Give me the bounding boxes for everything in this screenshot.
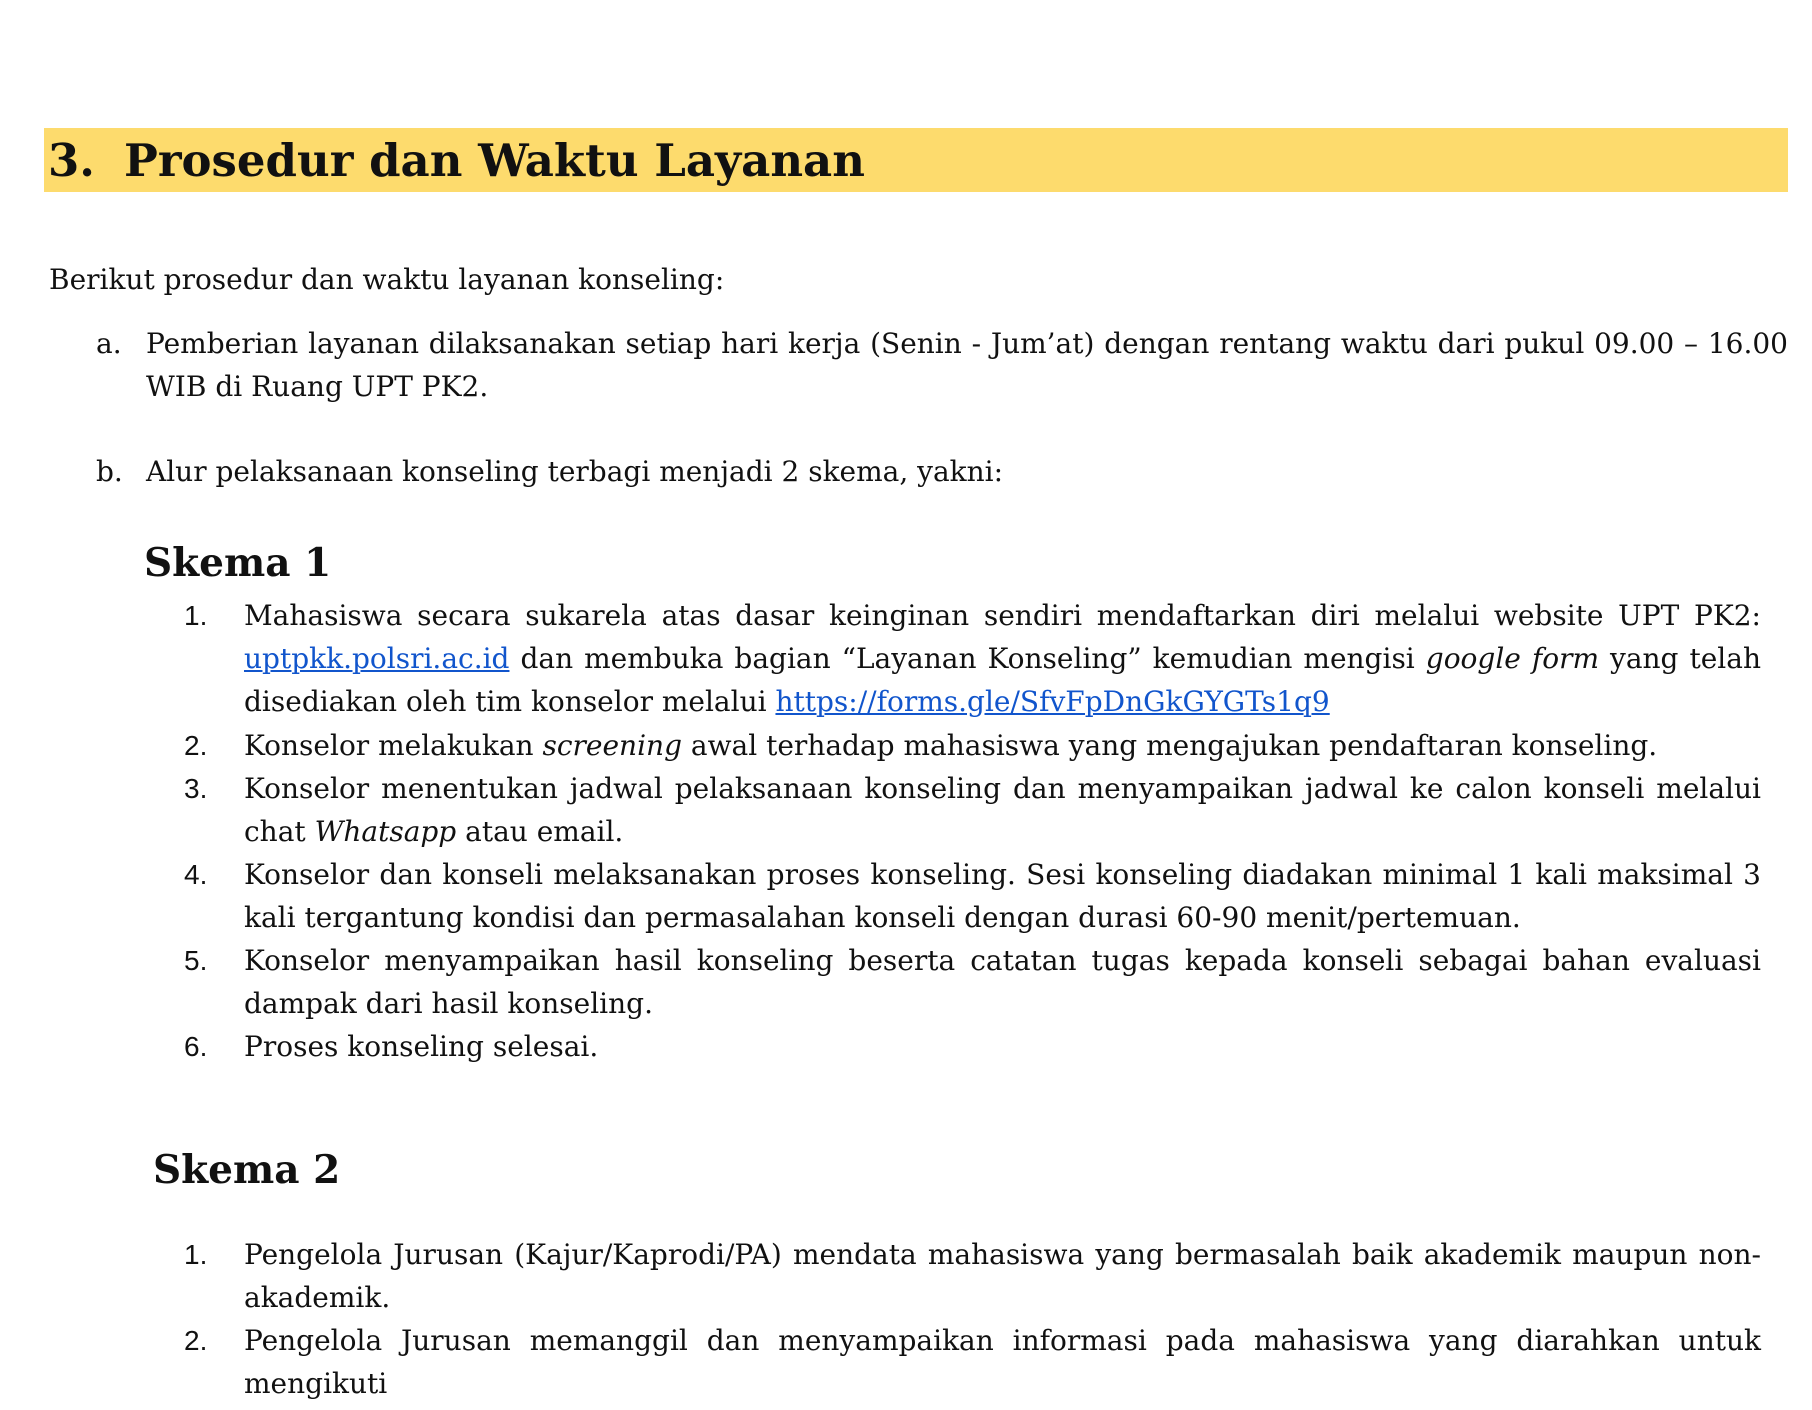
step-text [244, 724, 1761, 767]
step-text [244, 767, 1761, 853]
skema-1-step [184, 1025, 1761, 1068]
step-text-part: Konselor menentukan jadwal pelaksanaan konseling dan menyampaikan jadwal ke calon konseli melalui chat [244, 772, 1761, 848]
step-marker: 6. [184, 1031, 208, 1062]
skema-2-title: Skema 2 [153, 1147, 341, 1193]
step-text-part: awal terhadap mahasiswa yang mengajukan pendaftaran konseling. [682, 729, 1658, 762]
step-text-part: Konselor melakukan [244, 729, 543, 762]
step-text-emphasis: Whatsapp [314, 815, 457, 848]
step-text: Konselor menyampaikan hasil konseling beserta catatan tugas kepada konseli sebagai bahan evaluasi dampak dari hasil konseling. [244, 944, 1761, 1020]
step-text-part: Mahasiswa secara sukarela atas dasar keinginan sendiri mendaftarkan diri melalui website UPT PK2: [244, 599, 1761, 632]
step-text: Pengelola Jurusan memanggil dan menyampaikan informasi pada mahasiswa yang diarahkan untuk mengikuti [244, 1324, 1761, 1400]
section-number: 3. [48, 133, 95, 187]
skema-1-step [184, 767, 1761, 853]
list-text-a: Pemberian layanan dilaksanakan setiap hari kerja (Senin - Jum’at) dengan rentang waktu dari pukul 09.00 – 16.00 WIB di Ruang UPT PK2. [146, 327, 1788, 403]
list-marker-a: a. [96, 327, 122, 360]
skema-1-step [184, 939, 1761, 1025]
step-text-emphasis: screening [542, 729, 682, 762]
skema-1-step [184, 853, 1761, 939]
list-text-b: Alur pelaksanaan konseling terbagi menjadi 2 skema, yakni: [146, 455, 1004, 488]
skema-2-step [184, 1319, 1761, 1405]
step-marker: 4. [184, 859, 208, 890]
step-text-part: yang telah disediakan oleh tim konselor melalui [244, 642, 1761, 718]
section-title: Prosedur dan Waktu Layanan [124, 133, 865, 187]
list-item-a [96, 322, 1788, 408]
intro-paragraph: Berikut prosedur dan waktu layanan konseling: [49, 263, 725, 296]
step-marker: 2. [184, 730, 208, 761]
step-text: Pengelola Jurusan (Kajur/Kaprodi/PA) mendata mahasiswa yang bermasalah baik akademik maupun non-akademik. [244, 1238, 1761, 1314]
step-text-part: dan membuka bagian “Layanan Konseling” kemudian mengisi [509, 642, 1426, 675]
step-text-part: atau email. [456, 815, 624, 848]
skema-2-step [184, 1233, 1761, 1319]
google-form-link[interactable]: https://forms.gle/SfvFpDnGkGYGTs1q9 [775, 685, 1330, 718]
step-text: Proses konseling selesai. [244, 1030, 599, 1063]
list-marker-b: b. [96, 455, 123, 488]
skema-1-step [184, 724, 1761, 767]
skema-1-title: Skema 1 [144, 540, 332, 586]
step-marker: 5. [184, 945, 208, 976]
step-text: Konselor dan konseli melaksanakan proses konseling. Sesi konseling diadakan minimal 1 kali maksimal 3 kali tergantung kondisi dan permasalahan konseli dengan durasi 60-90 menit/pertemuan. [244, 858, 1761, 934]
list-item-b [96, 450, 1788, 493]
step-text [244, 594, 1761, 723]
step-marker: 1. [184, 600, 208, 631]
step-marker: 3. [184, 773, 208, 804]
step-marker: 1. [184, 1239, 208, 1270]
skema-1-step [184, 594, 1761, 723]
section-heading-banner [44, 128, 1788, 192]
step-text-emphasis: google form [1425, 642, 1600, 675]
step-marker: 2. [184, 1325, 208, 1356]
website-link[interactable]: uptpkk.polsri.ac.id [244, 642, 510, 675]
